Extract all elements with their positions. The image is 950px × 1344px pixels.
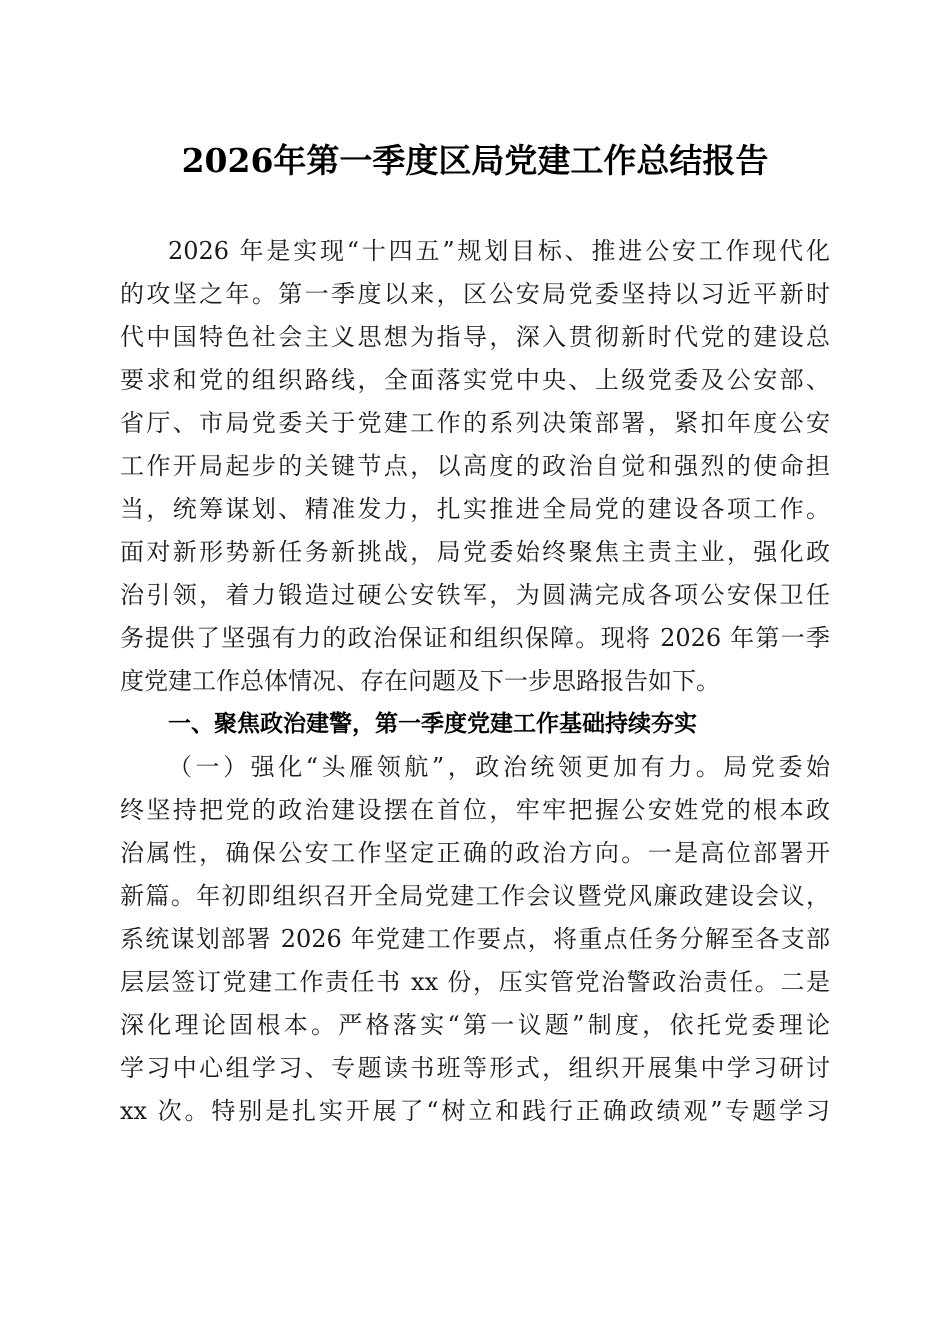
paragraph-line: 深化理论固根本。严格落实“第一议题”制度，依托党委理论 [120, 1011, 830, 1039]
intro-paragraph [120, 230, 830, 703]
section-heading: 一、聚焦政治建警，第一季度党建工作基础持续夯实 [168, 711, 697, 737]
paragraph-line: 2026 年是实现“十四五”规划目标、推进公安工作现代化 [168, 237, 830, 265]
paragraph-line: 省厅、市局党委关于党建工作的系列决策部署，紧扣年度公安 [120, 409, 830, 437]
paragraph-line: 度党建工作总体情况、存在问题及下一步思路报告如下。 [120, 667, 720, 695]
paragraph-line: 治属性，确保公安工作坚定正确的政治方向。一是高位部署开 [120, 839, 830, 867]
document-body [120, 230, 830, 1133]
paragraph-line: 工作开局起步的关键节点，以高度的政治自觉和强烈的使命担 [120, 452, 830, 480]
paragraph-line: 治引领，着力锻造过硬公安铁军，为圆满完成各项公安保卫任 [120, 581, 830, 609]
paragraph-line: 面对新形势新任务新挑战，局党委始终聚焦主责主业，强化政 [120, 538, 830, 566]
document-title: 2026年第一季度区局党建工作总结报告 [181, 141, 769, 180]
paragraph-line: 学习中心组学习、专题读书班等形式，组织开展集中学习研讨 [120, 1054, 830, 1082]
subsection-paragraph [120, 746, 830, 1133]
paragraph-line: 层层签订党建工作责任书 xx 份，压实管党治警政治责任。二是 [120, 968, 830, 996]
paragraph-line: （一）强化“头雁领航”，政治统领更加有力。局党委始 [168, 753, 830, 781]
paragraph-line: xx 次。特别是扎实开展了“树立和践行正确政绩观”专题学习 [120, 1097, 830, 1125]
paragraph-line: 代中国特色社会主义思想为指导，深入贯彻新时代党的建设总 [120, 323, 830, 351]
paragraph-line: 终坚持把党的政治建设摆在首位，牢牢把握公安姓党的根本政 [120, 796, 830, 824]
paragraph-line: 务提供了坚强有力的政治保证和组织保障。现将 2026 年第一季 [120, 624, 830, 652]
paragraph-line: 的攻坚之年。第一季度以来，区公安局党委坚持以习近平新时 [120, 280, 830, 308]
paragraph-line: 要求和党的组织路线，全面落实党中央、上级党委及公安部、 [120, 366, 830, 394]
paragraph-line: 当，统筹谋划、精准发力，扎实推进全局党的建设各项工作。 [120, 495, 830, 523]
paragraph-line: 系统谋划部署 2026 年党建工作要点，将重点任务分解至各支部 [120, 925, 830, 953]
paragraph-line: 新篇。年初即组织召开全局党建工作会议暨党风廉政建设会议， [120, 882, 830, 910]
